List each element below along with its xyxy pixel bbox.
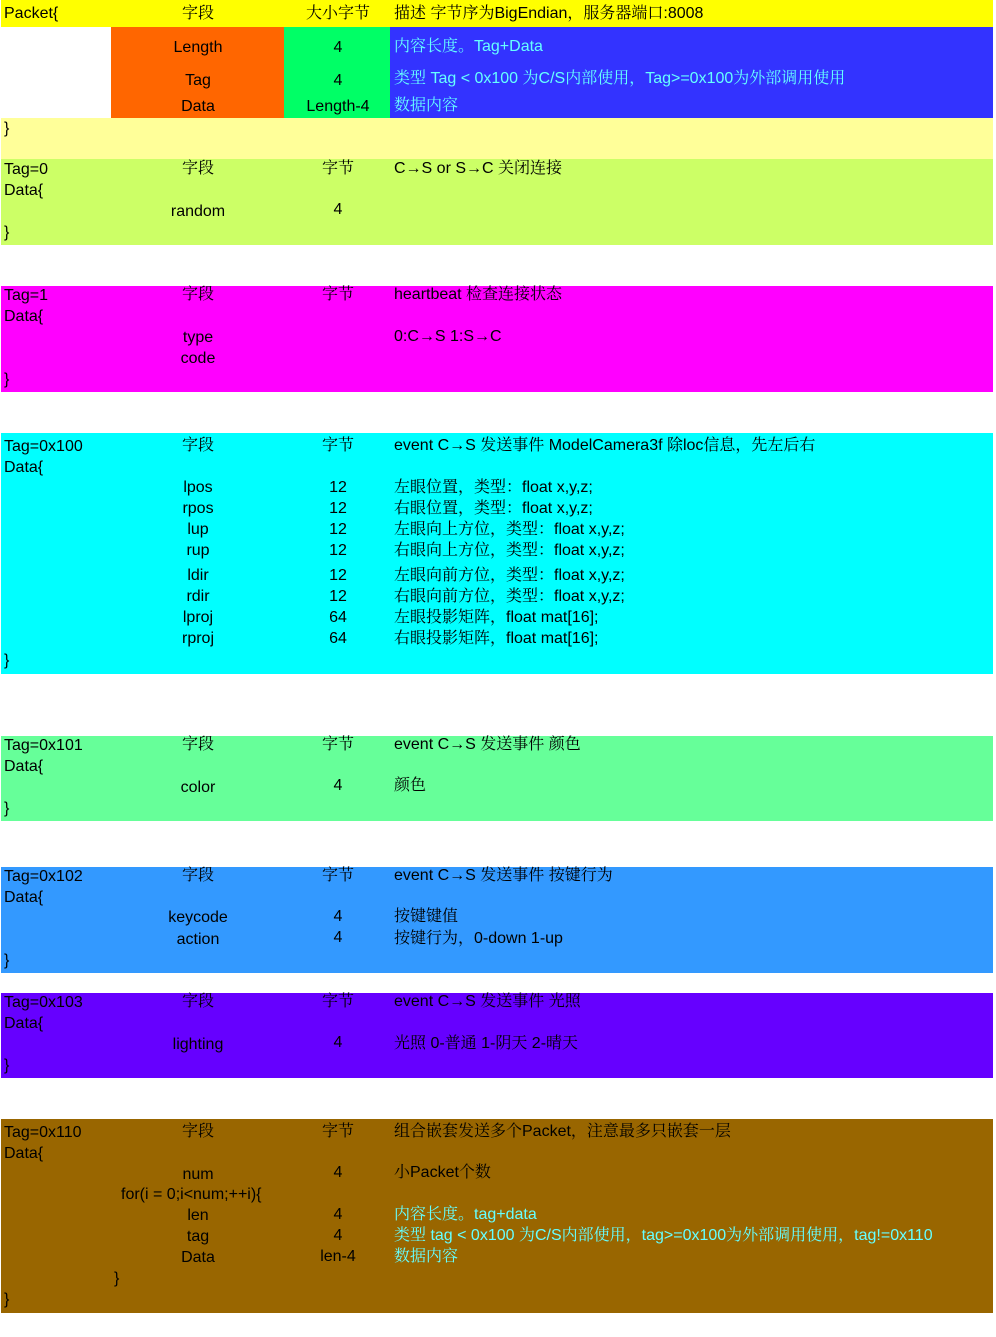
tag100-size-header: 字节 [321,437,354,454]
tag100-row-desc: 左眼位置，类型：float x,y,z; [394,479,593,496]
tag110-size-header: 字节 [321,1123,354,1140]
tag102-row-desc: 按键键值 [394,908,459,925]
tag102-row-field: keycode [168,909,228,926]
tag100-field-header: 字段 [181,437,214,454]
packet-field-header: 字段 [181,5,214,22]
tag100-row-desc: 右眼向上方位，类型：float x,y,z; [394,542,625,559]
tag100-row-size: 12 [329,500,347,517]
packet-row-size: 4 [333,39,343,56]
tag100-desc: event C→S 发送事件 ModelCamera3f 除loc信息，先左后右 [394,437,816,454]
packet-row-size: 4 [333,72,343,89]
tag100-row-field: rproj [181,630,214,647]
tag110-desc: 组合嵌套发送多个Packet，注意最多只嵌套一层 [394,1123,731,1140]
tag100-row-field: lpos [183,479,213,496]
tag1-close: } [4,371,10,388]
tag102-field-header: 字段 [181,867,214,884]
tag100-data-open: Data{ [4,459,44,476]
tag110-tag: Tag=0x110 [4,1124,82,1141]
tag100-row-field: rdir [186,588,210,605]
tag102-tag: Tag=0x102 [4,868,83,885]
tag1-data-open: Data{ [4,308,44,325]
tag110-row-desc: 类型 tag < 0x100 为C/S内部使用，tag>=0x100为外部调用使用，tag!=0x110 [394,1227,933,1244]
tag110-row-field: tag [186,1228,210,1245]
tag100-row-field: lproj [182,609,214,626]
tag102-close: } [4,952,10,969]
tag100-row-field: rup [186,542,210,559]
tag101-field-header: 字段 [181,736,214,753]
tag100-row-size: 64 [329,630,347,647]
tag101-tag: Tag=0x101 [4,737,83,754]
tag100-tag: Tag=0x100 [4,438,83,455]
tag110-num-size: 4 [333,1164,343,1181]
tag102-row-size: 4 [333,908,343,925]
tag110-row-field: len [187,1207,209,1224]
tag100-row-desc: 左眼向上方位，类型：float x,y,z; [394,521,625,538]
tag110-close: } [4,1291,10,1308]
tag100-row-field: lup [187,521,209,538]
tag110-num-desc: 小Packet个数 [394,1164,491,1181]
tag102-row-field: action [176,931,220,948]
tag1-row-field: code [180,350,216,367]
tag0-row-size: 4 [333,201,343,218]
tag102-row-desc: 按键行为，0-down 1-up [394,930,563,947]
tag100-row-desc: 左眼向前方位，类型：float x,y,z; [394,567,625,584]
tag101-data-open: Data{ [4,758,44,775]
packet-close-band [1,118,993,159]
tag100-row-desc: 右眼投影矩阵，float mat[16]; [394,630,599,647]
tag103-row-desc: 光照 0-普通 1-阴天 2-晴天 [394,1035,579,1052]
tag101-row-size: 4 [333,777,343,794]
tag103-row-size: 4 [333,1034,343,1051]
packet-row-desc: 内容长度。Tag+Data [394,38,543,55]
tag110-row-field: Data [181,1249,215,1266]
tag0-close: } [4,224,10,241]
tag100-row-size: 12 [329,521,347,538]
packet-close: } [4,120,10,137]
tag1-row-field: type [182,329,214,346]
tag100-row-size: 64 [329,609,347,626]
tag101-row-desc: 颜色 [394,777,427,794]
packet-row-field: Tag [185,72,211,89]
tag110-row-size: len-4 [320,1248,356,1265]
packet-row-desc: 类型 Tag < 0x100 为C/S内部使用，Tag>=0x100为外部调用使用 [394,70,846,87]
packet-desc-header: 描述 字节序为BigEndian，服务器端口:8008 [394,5,704,22]
tag1-desc: heartbeat 检查连接状态 [394,286,563,303]
tag1-row-desc: 0:C→S 1:S→C [394,328,502,345]
tag100-row-desc: 右眼位置，类型：float x,y,z; [394,500,593,517]
tag0-row-field: random [170,203,226,220]
packet-row-size: Length-4 [306,98,370,115]
tag110-loop: for(i = 0;i<num;++i){ [121,1186,262,1203]
tag103-data-open: Data{ [4,1015,44,1032]
tag110-data-open: Data{ [4,1145,44,1162]
tag1-tag: Tag=1 [4,287,49,304]
packet-size-header: 大小字节 [305,5,370,22]
packet-row-field: Length [173,39,223,56]
tag1-field-header: 字段 [181,286,214,303]
tag102-row-size: 4 [333,929,343,946]
tag100-row-size: 12 [329,542,347,559]
tag100-close: } [4,652,10,669]
tag0-field-header: 字段 [181,160,214,177]
tag110-num-field: num [182,1166,214,1183]
tag100-row-field: ldir [187,567,209,584]
tag101-size-header: 字节 [321,736,354,753]
tag103-size-header: 字节 [321,993,354,1010]
tag101-row-field: color [180,779,216,796]
tag102-data-open: Data{ [4,889,44,906]
tag1-size-header: 字节 [321,286,354,303]
tag100-row-field: rpos [182,500,214,517]
tag101-close: } [4,800,10,817]
tag100-row-desc: 右眼向前方位，类型：float x,y,z; [394,588,625,605]
tag110-row-desc: 数据内容 [394,1248,459,1265]
tag110-loop-close: } [114,1270,120,1287]
tag100-row-size: 12 [329,479,347,496]
tag0-tag: Tag=0 [4,161,49,178]
packet-row-desc: 数据内容 [394,97,459,114]
tag100-row-size: 12 [329,588,347,605]
tag110-row-desc: 内容长度。tag+data [394,1206,537,1223]
tag102-desc: event C→S 发送事件 按键行为 [394,867,613,884]
packet-open: Packet{ [4,5,59,22]
tag103-field-header: 字段 [181,993,214,1010]
tag110-row-size: 4 [333,1206,343,1223]
tag0-data-open: Data{ [4,182,44,199]
tag100-row-desc: 左眼投影矩阵，float mat[16]; [394,609,599,626]
tag101-desc: event C→S 发送事件 颜色 [394,736,581,753]
tag0-desc: C→S or S→C 关闭连接 [394,160,563,177]
tag100-row-size: 12 [329,567,347,584]
tag102-size-header: 字节 [321,867,354,884]
tag103-tag: Tag=0x103 [4,994,83,1011]
tag103-close: } [4,1057,10,1074]
tag103-row-field: lighting [172,1036,224,1053]
tag110-field-header: 字段 [181,1123,214,1140]
packet-row-field: Data [181,98,215,115]
tag110-row-size: 4 [333,1227,343,1244]
tag0-size-header: 字节 [321,160,354,177]
tag103-desc: event C→S 发送事件 光照 [394,993,581,1010]
